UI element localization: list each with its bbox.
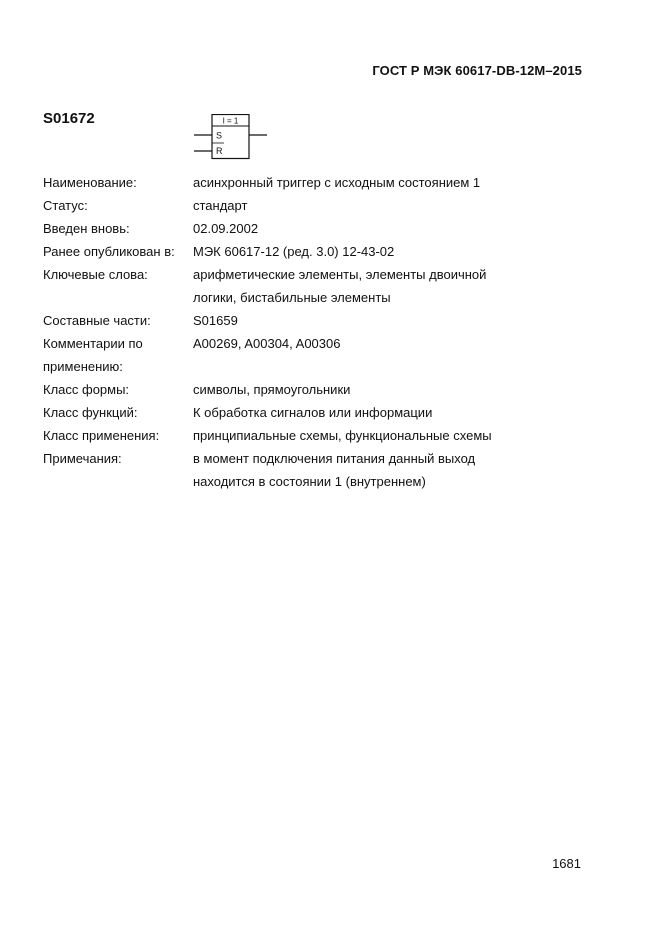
property-value: A00269, A00304, A00306: [193, 336, 341, 351]
property-row-components: [43, 309, 583, 332]
property-label: Ранее опубликован в:: [43, 244, 175, 259]
property-label: Статус:: [43, 198, 88, 213]
property-value: стандарт: [193, 198, 248, 213]
property-row-name: [43, 171, 583, 194]
property-value: асинхронный триггер с исходным состоянием 1: [193, 175, 481, 190]
symbol-qualifier: I = 1: [222, 116, 239, 126]
property-label: Наименование:: [43, 175, 137, 190]
flipflop-symbol-icon: [194, 114, 269, 160]
property-row-function-class: [43, 401, 583, 424]
page-number: 1681: [552, 856, 581, 871]
property-label: Класс формы:: [43, 382, 130, 397]
property-row-status: [43, 194, 583, 217]
property-row-introduced: [43, 217, 583, 240]
property-row-keywords: [43, 263, 583, 309]
property-label: Введен вновь:: [43, 221, 130, 236]
property-label: Ключевые слова:: [43, 267, 148, 282]
properties-table: [43, 171, 583, 493]
property-value: в момент подключения питания данный выход находится в состоянии 1 (внутреннем): [193, 451, 476, 489]
property-row-shape-class: [43, 378, 583, 401]
property-value: К обработка сигналов или информации: [193, 405, 433, 420]
property-row-notes: [43, 447, 583, 493]
property-label: Комментарии по применению:: [43, 336, 143, 374]
symbol-input-s: S: [216, 130, 223, 141]
property-label: Примечания:: [43, 451, 122, 466]
property-value: принципиальные схемы, функциональные схемы: [193, 428, 492, 443]
property-row-previously-published: [43, 240, 583, 263]
property-value: арифметические элементы, элементы двоичной логики, бистабильные элементы: [193, 267, 487, 305]
property-label: Составные части:: [43, 313, 151, 328]
property-value: 02.09.2002: [193, 221, 259, 236]
property-label: Класс функций:: [43, 405, 138, 420]
property-value: МЭК 60617-12 (ред. 3.0) 12-43-02: [193, 244, 395, 259]
property-value: S01659: [193, 313, 238, 328]
document-header: ГОСТ Р МЭК 60617-DB-12M–2015: [372, 63, 582, 78]
property-row-application-notes: [43, 332, 583, 378]
symbol-graphic: [194, 114, 269, 160]
symbol-input-r: R: [216, 146, 223, 156]
property-label: Класс применения:: [43, 428, 160, 443]
property-row-application-class: [43, 424, 583, 447]
entry-code: S01672: [43, 110, 95, 127]
property-value: символы, прямоугольники: [193, 382, 351, 397]
